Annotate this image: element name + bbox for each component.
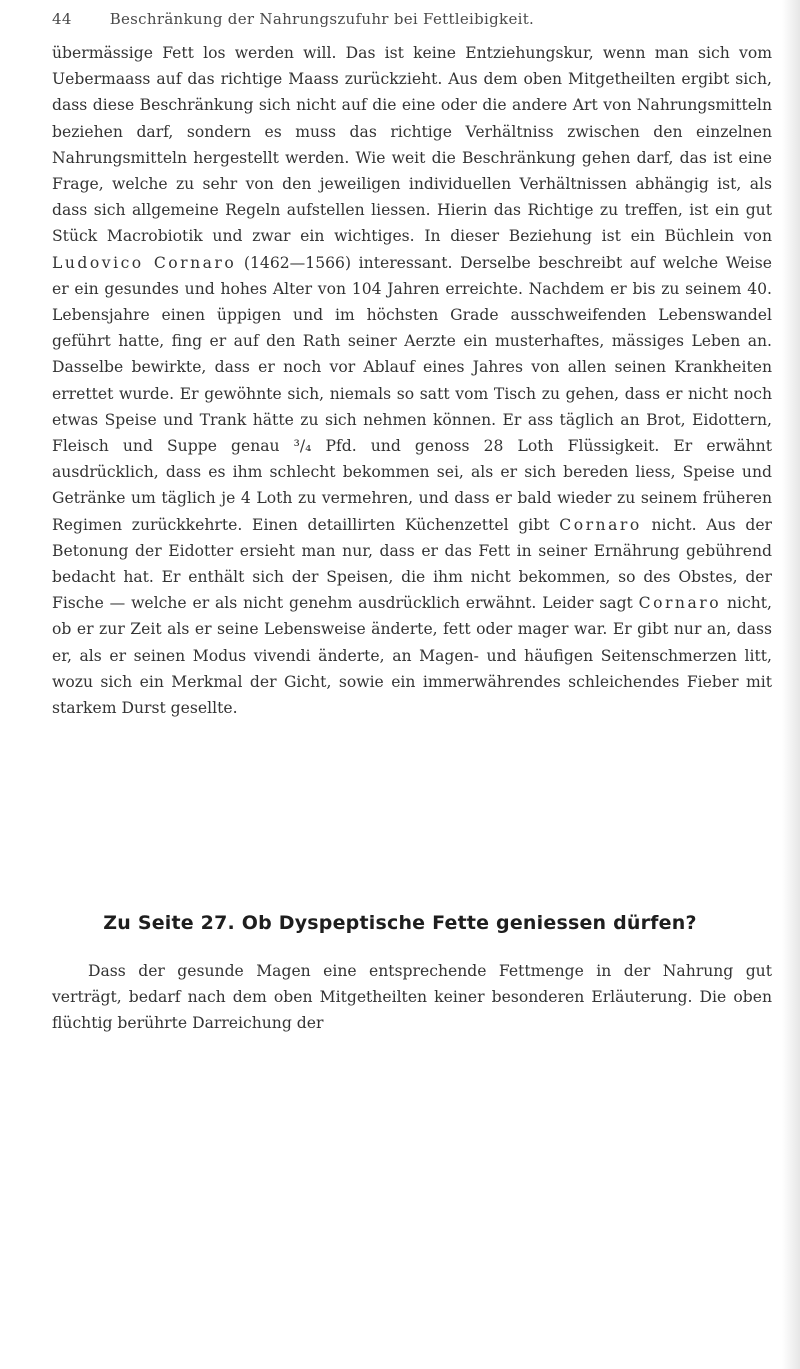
running-header bbox=[52, 10, 534, 28]
main-text bbox=[52, 40, 772, 721]
text-segment: übermässige Fett los werden will. Das ist keine Entziehungskur, wenn man sich vom Uebermaass auf das richtige Maass zurückzieht. Aus dem oben Mitgetheilten ergibt sich, dass diese Beschränkung sich nicht auf die eine oder die andere Art von Nahrungsmitteln beziehen darf, sondern es muss das richtige Verhältniss zwischen den einzelnen Nahrungsmitteln hergestellt werden. Wie weit die Beschränkung gehen darf, das ist eine Frage, welche zu sehr von den jeweiligen individuellen Verhältnissen abhängig ist, als dass sich allgemeine Regeln aufstellen liessen. Hierin das Richtige zu treffen, ist ein gut Stück Macrobiotik und zwar ein wichtiges. In dieser Beziehung ist ein Büchlein von bbox=[52, 44, 772, 246]
running-title: Beschränkung der Nahrungszufuhr bei Fettleibigkeit. bbox=[109, 10, 535, 28]
page-number: 44 bbox=[52, 10, 72, 28]
page-edge-shadow bbox=[782, 0, 800, 1369]
section-heading: Zu Seite 27. Ob Dyspeptische Fette geniessen dürfen? bbox=[103, 912, 697, 934]
section-text bbox=[52, 958, 772, 1037]
paragraph: Dass der gesunde Magen eine entsprechende Fettmenge in der Nahrung gut verträgt, bedarf nach dem oben Mitgetheilten keiner besonderen Erläuterung. Die oben flüchtig berührte Darreichung der bbox=[52, 962, 772, 1033]
text-segment: nicht. Aus der Betonung der Eidotter ersieht man nur, dass er das Fett in seiner Ernährung gebührend bedacht hat. Er enthält sich der Speisen, die ihm nicht bekommen, so des Obstes, der Fische — welche er als nicht genehm ausdrücklich erwähnt. Leider sagt bbox=[52, 515, 773, 613]
author-name: Cornaro bbox=[559, 515, 642, 534]
text-segment: (1462—1566) interessant. Derselbe beschreibt auf welche Weise er ein gesundes und hohes Alter von 104 Jahren erreichte. Nachdem er bis zu seinem 40. Lebensjahre einen üppigen und im höchsten Grade ausschweifenden Lebenswandel geführt hatte, fing er auf den Rath seiner Aerzte ein musterhaftes, mässiges Leben an. Dasselbe bewirkte, dass er noch vor Ablauf eines Jahres von allen seinen Krankheiten errettet wurde. Er gewöhnte sich, niemals so satt vom Tisch zu gehen, dass er nicht noch etwas Speise und Trank hätte zu sich nehmen können. Er ass täglich an Brot, Eidottern, Fleisch und Suppe genau bbox=[52, 253, 772, 456]
text-segment: nicht, ob er zur Zeit als er seine Lebensweise änderte, fett oder mager war. Er gibt nur an, dass er, als er seinen Modus vivendi änderte, an Magen- und häufigen Seitenschmerzen litt, wozu sich ein Merkmal der Gicht, sowie ein immerwährendes schleichendes Fieber mit starkem Durst gesellte. bbox=[52, 594, 772, 718]
paragraph bbox=[52, 40, 772, 721]
fraction: ³/₄ bbox=[293, 437, 312, 456]
author-name: Cornaro bbox=[638, 594, 722, 613]
text-segment: Pfd. und genoss 28 Loth Flüssigkeit. Er erwähnt ausdrücklich, dass es ihm schlecht bekommen sei, als er sich bereden liess, Speise und Getränke um täglich je 4 Loth zu vermehren, und dass er bald wieder zu seinem früheren Regimen zurückkehrte. Einen detaillirten Küchenzettel gibt bbox=[52, 437, 772, 534]
author-name: Ludovico Cornaro bbox=[52, 253, 237, 272]
